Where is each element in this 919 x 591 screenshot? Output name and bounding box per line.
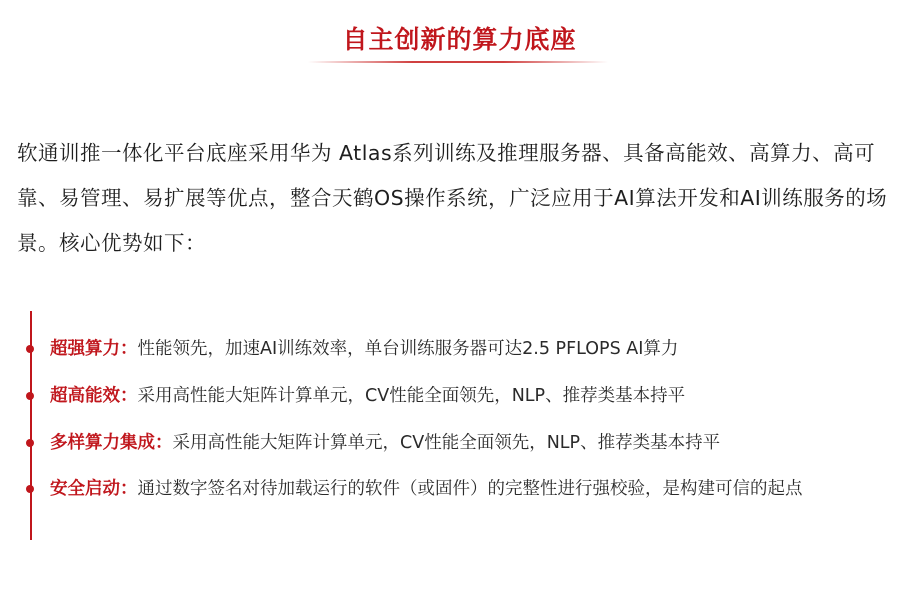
feature-term: 多样算力集成： [50,433,173,453]
feature-description: 采用高性能大矩阵计算单元，CV性能全面领先，NLP、推荐类基本持平 [172,433,721,453]
feature-item-energy-efficiency [20,379,895,413]
feature-text [50,332,895,366]
bullet-dot-icon [26,439,34,447]
section-title: 自主创新的算力底座 [342,25,577,54]
feature-item-diverse-compute [20,426,895,460]
feature-description: 采用高性能大矩阵计算单元，CV性能全面领先，NLP、推荐类基本持平 [137,386,686,406]
feature-item-compute-power [20,332,895,366]
intro-paragraph: 软通训推一体化平台底座采用华为 Atlas系列训练及推理服务器、具备高能效、高算力、高可靠、易管理、易扩展等优点，整合天鹤OS操作系统，广泛应用于AI算法开发和AI训练服务的场景。核心优势如下： [17,141,888,255]
bullet-dot-icon [26,485,34,493]
feature-text [50,379,895,413]
feature-term: 超高能效： [50,386,138,406]
bullet-dot-icon [26,392,34,400]
feature-term: 安全启动： [50,479,138,499]
feature-text [50,426,895,460]
feature-description: 性能领先，加速AI训练效率，单台训练服务器可达2.5 PFLOPS AI算力 [137,339,679,359]
feature-item-secure-boot [20,472,895,506]
feature-text [50,472,895,506]
feature-description: 通过数字签名对待加载运行的软件（或固件）的完整性进行强校验，是构建可信的起点 [137,479,803,499]
bullet-dot-icon [26,345,34,353]
feature-term: 超强算力： [50,339,138,359]
title-underline-divider [308,61,608,63]
